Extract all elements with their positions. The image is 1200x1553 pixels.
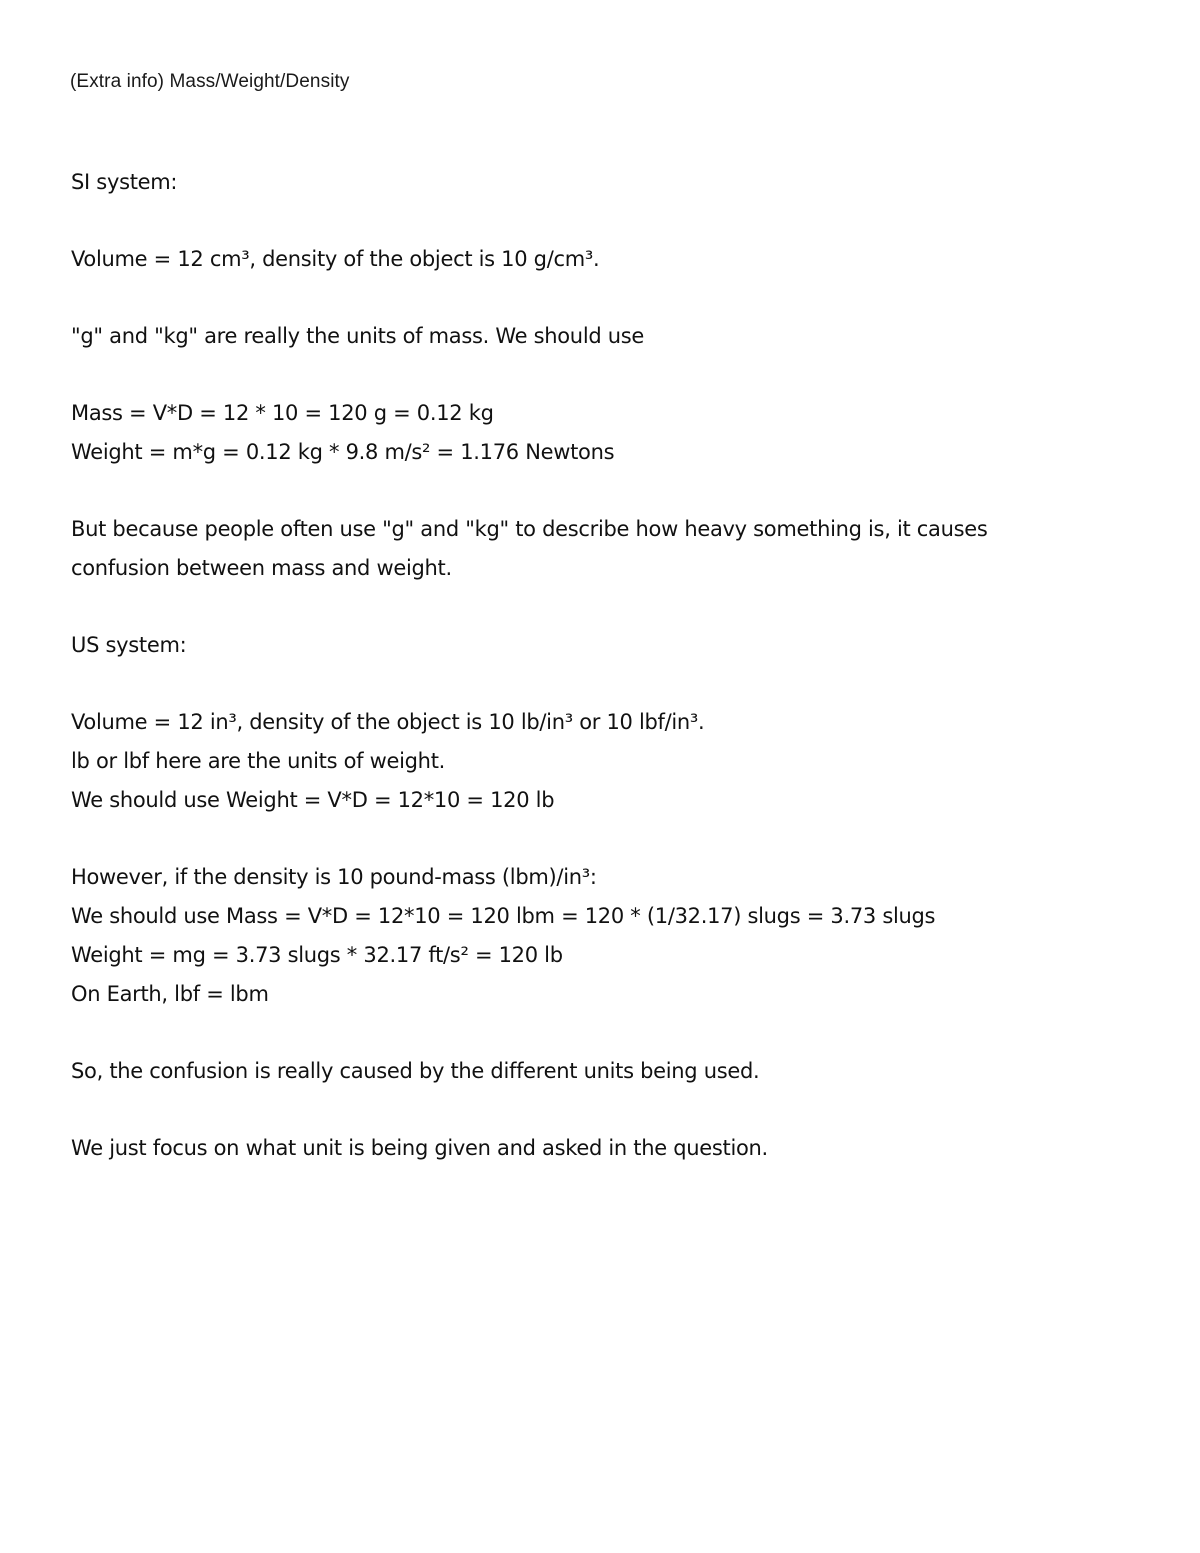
spacer bbox=[71, 279, 1131, 317]
si-heading: SI system: bbox=[71, 170, 178, 194]
us-mass-line: We should use Mass = V*D = 12*10 = 120 lbm = 120 * (1/32.17) slugs = 3.73 slugs bbox=[71, 904, 936, 928]
spacer bbox=[71, 588, 1131, 626]
si-units-note: "g" and "kg" are really the units of mass. We should use bbox=[71, 324, 645, 348]
us-volume-line: Volume = 12 in³, density of the object is 10 lb/in³ or 10 lbf/in³. bbox=[71, 710, 705, 734]
si-volume-line: Volume = 12 cm³, density of the object is 10 g/cm³. bbox=[71, 247, 600, 271]
us-weight-line: We should use Weight = V*D = 12*10 = 120 lb bbox=[71, 788, 555, 812]
spacer bbox=[71, 356, 1131, 394]
page-header: (Extra info) Mass/Weight/Density bbox=[70, 71, 350, 92]
spacer bbox=[71, 820, 1131, 858]
us-units-note: lb or lbf here are the units of weight. bbox=[71, 749, 446, 773]
us-earth-line: On Earth, lbf = lbm bbox=[71, 982, 269, 1006]
conclusion-line-1: So, the confusion is really caused by the different units being used. bbox=[71, 1059, 760, 1083]
conclusion-line-2: We just focus on what unit is being given and asked in the question. bbox=[71, 1136, 768, 1160]
spacer bbox=[71, 472, 1131, 510]
us-however-line: However, if the density is 10 pound-mass (lbm)/in³: bbox=[71, 865, 597, 889]
si-mass-line: Mass = V*D = 12 * 10 = 120 g = 0.12 kg bbox=[71, 401, 494, 425]
si-weight-line: Weight = m*g = 0.12 kg * 9.8 m/s² = 1.176 Newtons bbox=[71, 440, 615, 464]
spacer bbox=[71, 1091, 1131, 1129]
spacer bbox=[71, 202, 1131, 240]
spacer bbox=[71, 665, 1131, 703]
document-body bbox=[71, 163, 1131, 1168]
si-confusion-line-1: But because people often use "g" and "kg" to describe how heavy something is, it causes bbox=[71, 517, 988, 541]
spacer bbox=[71, 1014, 1131, 1052]
si-confusion-line-2: confusion between mass and weight. bbox=[71, 556, 452, 580]
us-weight-mg-line: Weight = mg = 3.73 slugs * 32.17 ft/s² = 120 lb bbox=[71, 943, 563, 967]
us-heading: US system: bbox=[71, 633, 187, 657]
